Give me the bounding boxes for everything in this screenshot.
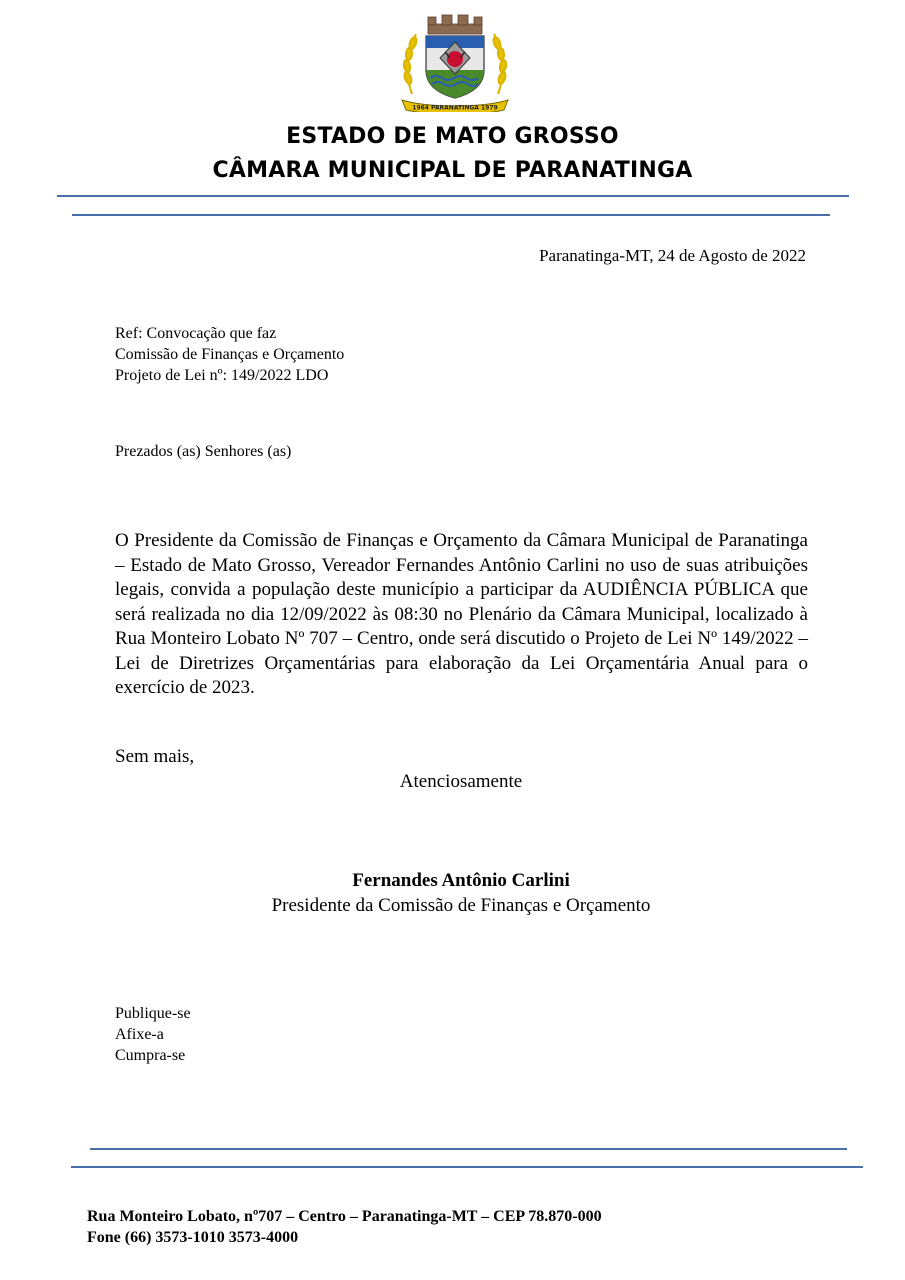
reference-line: Ref: Convocação que faz (115, 325, 277, 342)
regards: Atenciosamente (399, 771, 523, 792)
header-chamber-title: CÂMARA MUNICIPAL DE PARANATINGA (212, 158, 693, 183)
footer-divider-bottom (71, 1166, 863, 1168)
header-state-title: ESTADO DE MATO GROSSO (286, 124, 619, 149)
footer-divider-top (90, 1148, 847, 1150)
crest-ribbon-text: 1964 PARANATINGA 1979 (412, 104, 498, 112)
publish-instructions (115, 1003, 191, 1066)
footer-phone: Fone (66) 3573-1010 3573-4000 (87, 1229, 299, 1246)
footer-address: Rua Monteiro Lobato, nº707 – Centro – Paranatinga-MT – CEP 78.870-000 (87, 1208, 602, 1225)
greeting: Prezados (as) Senhores (as) (115, 443, 292, 460)
footer-contact (87, 1206, 602, 1248)
header-divider-top (57, 195, 849, 197)
header-divider-bottom (72, 214, 830, 216)
letter-date: Paranatinga-MT, 24 de Agosto de 2022 (539, 246, 806, 265)
publish-line: Publique-se (115, 1005, 191, 1022)
signature-role: Presidente da Comissão de Finanças e Orçamento (271, 895, 651, 916)
reference-block (115, 323, 344, 386)
publish-line: Cumpra-se (115, 1047, 186, 1064)
reference-line: Projeto de Lei nº: 149/2022 LDO (115, 367, 329, 384)
closing: Sem mais, (115, 746, 195, 767)
publish-line: Afixe-a (115, 1026, 164, 1043)
signature-name: Fernandes Antônio Carlini (352, 870, 570, 891)
reference-line: Comissão de Finanças e Orçamento (115, 346, 345, 363)
letter-body: O Presidente da Comissão de Finanças e Orçamento da Câmara Municipal de Paranatinga – Estado de Mato Grosso, Vereador Fernandes Antônio Carlini no uso de suas atribuições legais, convida a população deste município a participar da AUDIÊNCIA PÚBLICA que será realizada no dia 12/09/2022 às 08:30 no Plenário da Câmara Municipal, localizado à Rua Monteiro Lobato Nº 707 – Centro, onde será discutido o Projeto de Lei Nº 149/2022 – Lei de Diretrizes Orçamentárias para elaboração da Lei Orçamentária Anual para o exercício de 2023. (115, 530, 808, 698)
coat-of-arms-icon (398, 12, 512, 112)
